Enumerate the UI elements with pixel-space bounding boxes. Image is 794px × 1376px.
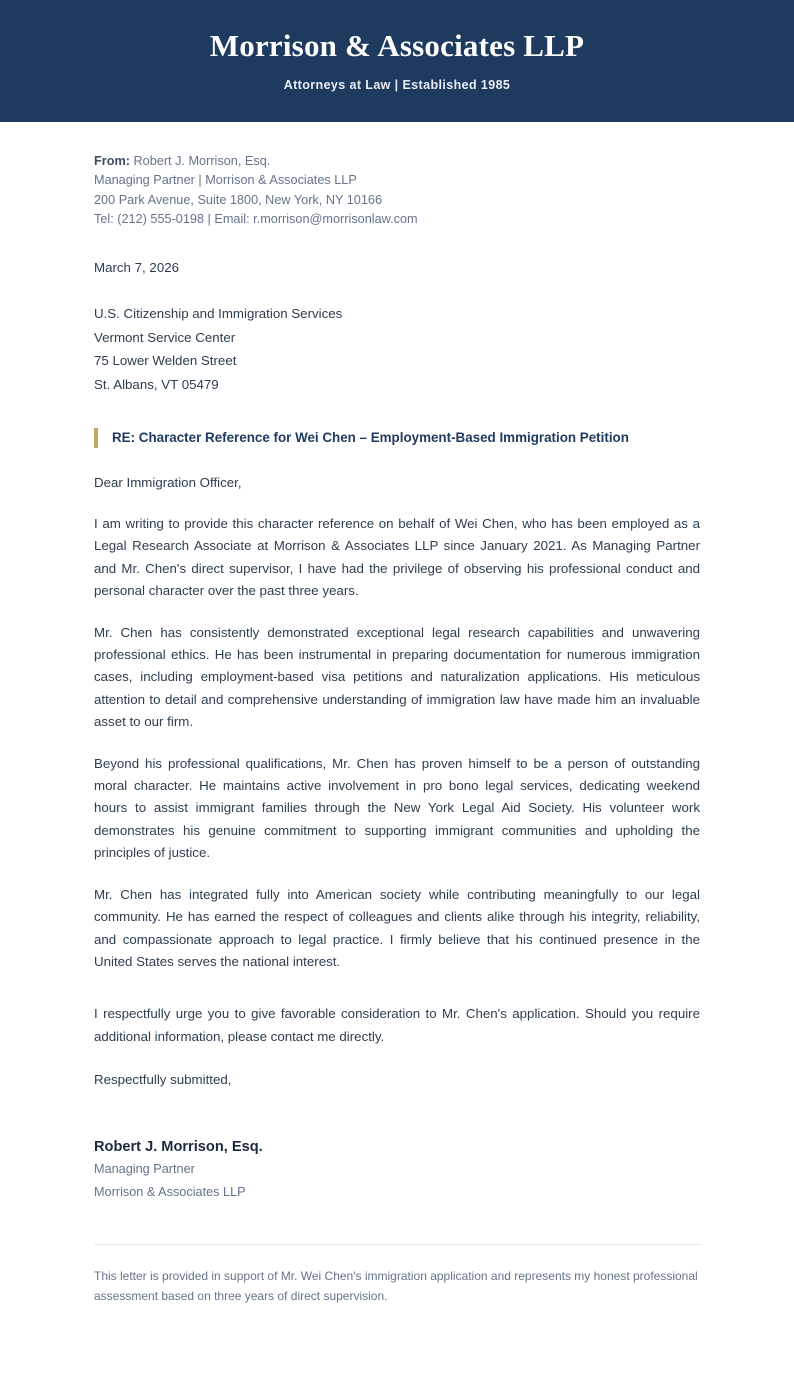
- paragraph-5: I respectfully urge you to give favorable consideration to Mr. Chen's application. Should you require additional information, please contact me directly.: [94, 1006, 700, 1044]
- letterhead-banner: [0, 0, 794, 122]
- subject-line: [94, 428, 700, 448]
- subject-text: RE: Character Reference for Wei Chen – Employment-Based Immigration Petition: [112, 430, 629, 446]
- sender-name: Robert J. Morrison, Esq.: [133, 153, 271, 168]
- paragraph-1: I am writing to provide this character reference on behalf of Wei Chen, who has been employed as a Legal Research Associate at Morrison & Associates LLP since January 2021. As Managing Partner and Mr. Chen's direct supervisor, I have had the privilege of observing his professional conduct and personal character over the past three years.: [94, 516, 700, 599]
- signature-title: Managing Partner: [94, 1162, 195, 1177]
- firm-name: Morrison & Associates LLP: [209, 28, 585, 63]
- recipient-city-state-zip: St. Albans, VT 05479: [94, 376, 219, 392]
- letter-date: March 7, 2026: [94, 260, 180, 276]
- recipient-block: [94, 302, 700, 396]
- sign-off: Respectfully submitted,: [94, 1072, 232, 1088]
- letter-body: [0, 152, 794, 1376]
- footer-note: This letter is provided in support of Mr. Wei Chen's immigration application and represents my honest professional assessment based on three years of direct supervision.: [94, 1269, 698, 1303]
- sender-block: [94, 152, 700, 230]
- bottom-spacer: [94, 1318, 700, 1376]
- recipient-agency: U.S. Citizenship and Immigration Services: [94, 306, 343, 322]
- paragraph-3: Beyond his professional qualifications, Mr. Chen has proven himself to be a person of outstanding moral character. He maintains active involvement in pro bono legal services, dedicating weekend hours to assist immigrant families through the New York Legal Aid Society. His volunteer work demonstrates his genuine commitment to supporting immigrant communities and upholding the principles of justice.: [94, 755, 700, 861]
- footer-divider: [94, 1244, 700, 1245]
- salutation: Dear Immigration Officer,: [94, 475, 242, 491]
- signature-firm: Morrison & Associates LLP: [94, 1185, 246, 1200]
- sender-title-firm: Managing Partner | Morrison & Associates LLP: [94, 173, 357, 188]
- paragraph-4: Mr. Chen has integrated fully into American society while contributing meaningfully to our legal community. He has earned the respect of colleagues and clients alike through his integrity, reliability, and compassionate approach to legal practice. I firmly believe that his continued presence in the United States serves the national interest.: [94, 886, 700, 969]
- recipient-street: 75 Lower Welden Street: [94, 353, 237, 369]
- sender-contact: Tel: (212) 555-0198 | Email: r.morrison@morrisonlaw.com: [94, 212, 418, 227]
- from-label: From:: [94, 153, 130, 168]
- sender-address: 200 Park Avenue, Suite 1800, New York, NY 10166: [94, 192, 383, 207]
- recipient-center: Vermont Service Center: [94, 329, 236, 345]
- paragraph-2: Mr. Chen has consistently demonstrated exceptional legal research capabilities and unwavering professional ethics. He has been instrumental in preparing documentation for numerous immigration cases, including employment-based visa petitions and naturalization applications. His meticulous attention to detail and comprehensive understanding of immigration law have made him an invaluable asset to our firm.: [94, 624, 700, 730]
- sender-name-line: [94, 152, 700, 172]
- signature-block: [94, 1136, 700, 1204]
- firm-tagline: Attorneys at Law | Established 1985: [283, 77, 511, 92]
- signature-name: Robert J. Morrison, Esq.: [94, 1139, 263, 1156]
